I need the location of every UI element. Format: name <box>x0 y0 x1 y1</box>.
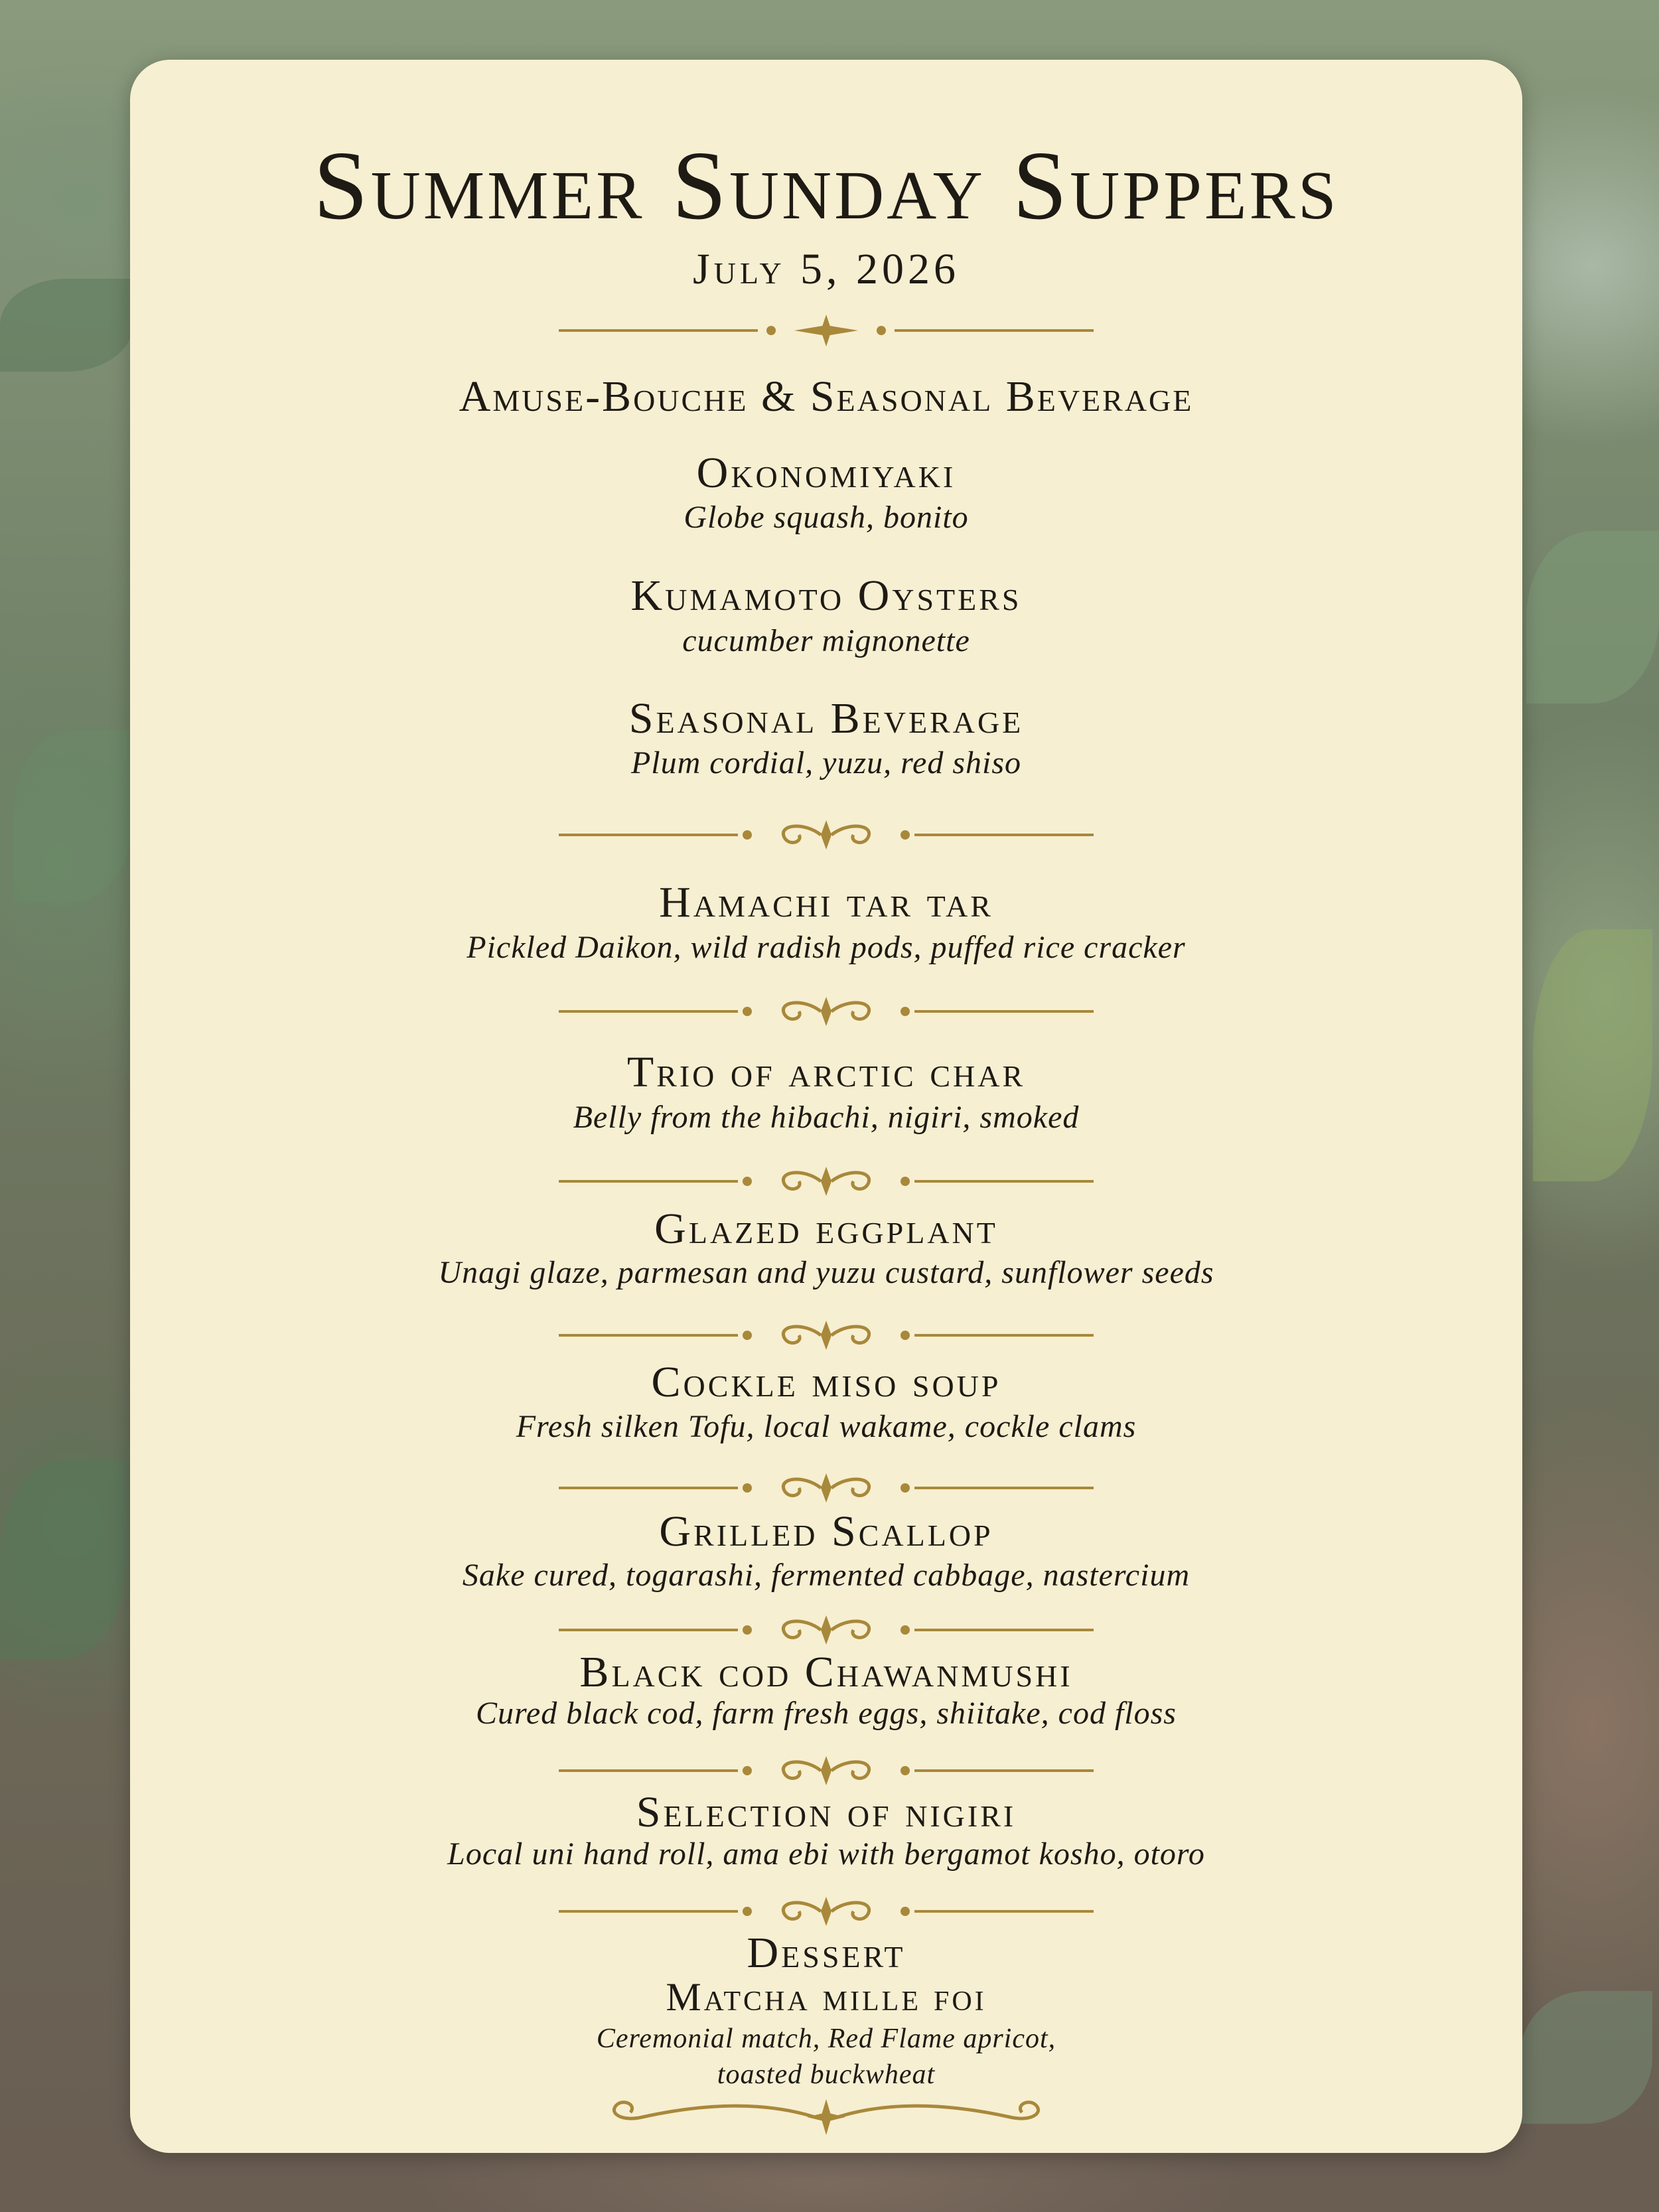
background-leaf <box>13 730 133 903</box>
dish-description: Cured black cod, farm fresh eggs, shiitake, cod floss <box>476 1696 1177 1731</box>
background-leaf <box>0 279 133 372</box>
menu-card <box>130 60 1522 2153</box>
dish-name: Seasonal Beverage <box>628 694 1024 743</box>
dish-description: Local uni hand roll, ama ebi with bergamot kosho, otoro <box>447 1836 1205 1872</box>
menu-title: Summer Sunday Suppers <box>313 131 1339 240</box>
ornament-divider <box>559 1468 1094 1508</box>
dish-description: Belly from the hibachi, nigiri, smoked <box>573 1100 1080 1135</box>
ornament-divider <box>559 815 1094 855</box>
dish-name: Black cod Chawanmushi <box>579 1648 1073 1696</box>
dessert-description-line2: toasted buckwheat <box>717 2059 936 2090</box>
menu-date: July 5, 2026 <box>692 245 960 293</box>
ornament-divider <box>559 1891 1094 1931</box>
dish-name: Selection of nigiri <box>636 1788 1017 1836</box>
ornament-divider <box>559 1751 1094 1791</box>
dish-description: Plum cordial, yuzu, red shiso <box>630 745 1022 780</box>
dish-description: Pickled Daikon, wild radish pods, puffed rice cracker <box>467 930 1186 965</box>
ornament-divider <box>559 1610 1094 1650</box>
bottom-flourish <box>596 2094 1056 2140</box>
background-leaf <box>0 1460 126 1659</box>
dish-name: Hamachi tar tar <box>659 878 993 926</box>
ornament-divider <box>559 1161 1094 1201</box>
dessert-description-line1: Ceremonial match, Red Flame apricot, <box>596 2024 1056 2054</box>
ornament-divider <box>559 992 1094 1031</box>
dish-description: Globe squash, bonito <box>684 500 969 535</box>
background-leaf <box>1533 929 1652 1181</box>
ornament-divider <box>559 311 1094 350</box>
background-leaf <box>1520 1991 1652 2124</box>
section-heading-amuse: Amuse-Bouche & Seasonal Beverage <box>459 372 1194 421</box>
dish-description: Fresh silken Tofu, local wakame, cockle clams <box>516 1409 1137 1444</box>
dish-name: Kumamoto Oysters <box>630 571 1022 620</box>
dish-description: Unagi glaze, parmesan and yuzu custard, sunflower seeds <box>438 1255 1214 1290</box>
dish-name: Grilled Scallop <box>659 1507 993 1556</box>
dish-name: Glazed eggplant <box>654 1205 998 1253</box>
dessert-heading: Dessert <box>747 1929 906 1977</box>
dish-name: Cockle miso soup <box>651 1358 1001 1406</box>
dish-name: Okonomiyaki <box>696 449 956 497</box>
dessert-name: Matcha mille foi <box>666 1975 987 2019</box>
ornament-divider <box>559 1315 1094 1355</box>
dish-description: Sake cured, togarashi, fermented cabbage, nastercium <box>462 1558 1190 1593</box>
dish-name: Trio of arctic char <box>626 1048 1026 1096</box>
background-leaf <box>1526 531 1659 703</box>
dish-description: cucumber mignonette <box>682 623 970 658</box>
